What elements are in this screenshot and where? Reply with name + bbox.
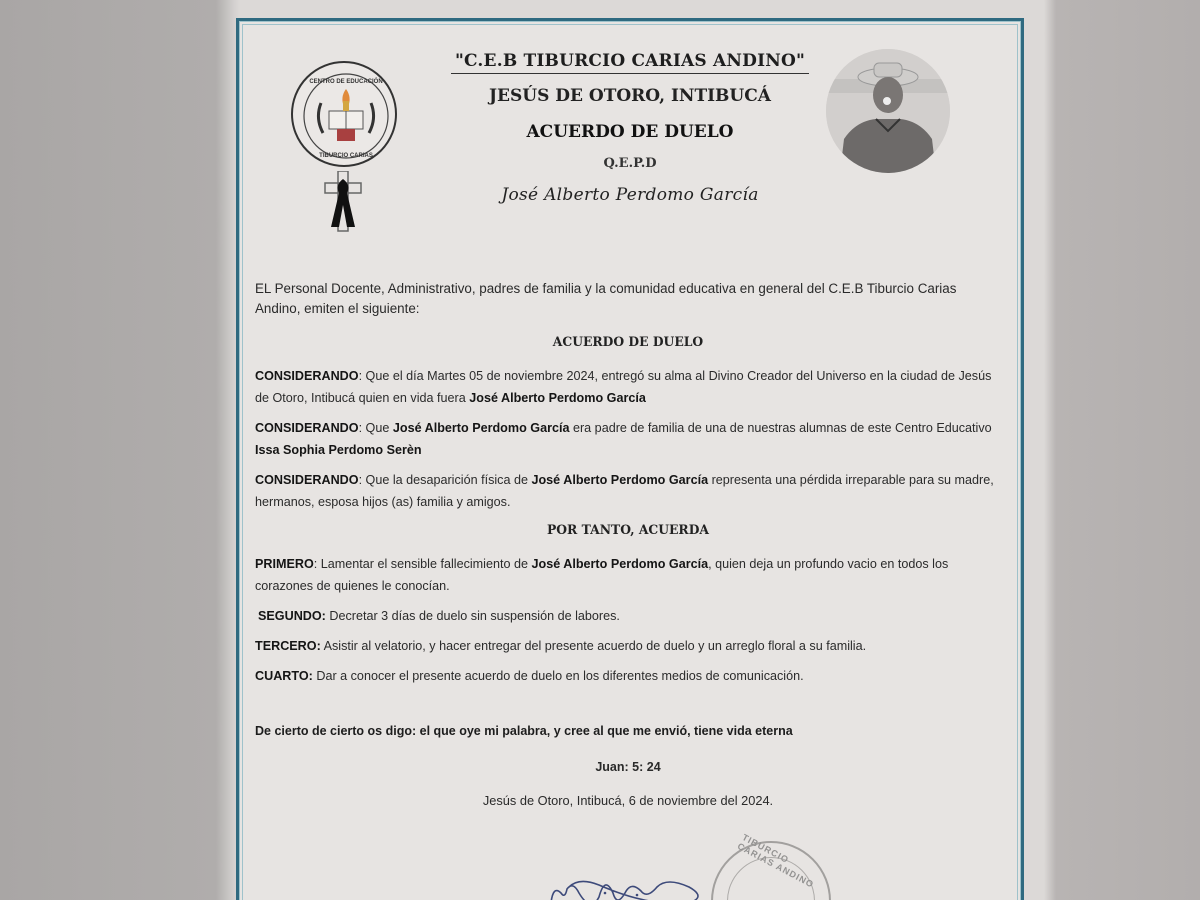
considerando-1: CONSIDERANDO: Que el día Martes 05 de noviembre 2024, entregó su alma al Divino Creador del Universo en la ciudad de Jesús de Otoro, Intibucá quien en vida fuera José Alberto Perdomo García	[255, 369, 992, 405]
deceased-name: José Alberto Perdomo García	[531, 557, 709, 571]
stamp-text: TIBURCIO CARIAS ANDINO	[735, 832, 816, 890]
considerando-3: CONSIDERANDO: Que la desaparición física de José Alberto Perdomo García representa una pérdida irreparable para su madre, hermanos, esposa hijos (as) familia y amigos.	[255, 473, 994, 509]
resolution-label: PRIMERO	[255, 557, 314, 571]
place-date: Jesús de Otoro, Intibucá, 6 de noviembre del 2024.	[482, 793, 774, 808]
considerando-2: CONSIDERANDO: Que José Alberto Perdomo García era padre de familia de una de nuestras alumnas de este Centro Educativo Issa Sophia Perdomo Serèn	[255, 421, 992, 457]
student-name: Issa Sophia Perdomo Serèn	[255, 443, 422, 457]
school-name: "C.E.B TIBURCIO CARIAS ANDINO"	[451, 51, 809, 74]
official-stamp	[711, 832, 831, 900]
qepd-label: Q.E.P.D	[603, 156, 657, 171]
document-header	[239, 51, 1021, 205]
resolution-cuarto: CUARTO: Dar a conocer el presente acuerdo de duelo en los diferentes medios de comunicación.	[255, 669, 804, 683]
bible-verse: De cierto de cierto os digo: el que oye mi palabra, y cree al que me envió, tiene vida eterna	[255, 724, 793, 738]
resolution-tercero: TERCERO: Asistir al velatorio, y hacer entregar del presente acuerdo de duelo y un arreglo floral a su familia.	[255, 639, 867, 653]
deceased-name-script: José Alberto Perdomo García	[501, 185, 759, 205]
document-page	[236, 18, 1024, 900]
resolution-segundo: SEGUNDO: Decretar 3 días de duelo sin suspensión de labores.	[258, 609, 620, 623]
document-title: ACUERDO DE DUELO	[526, 122, 734, 142]
considerando-label: CONSIDERANDO	[255, 421, 359, 435]
resolution-label: TERCERO:	[255, 639, 321, 653]
deceased-name: José Alberto Perdomo García	[392, 421, 570, 435]
deceased-name: José Alberto Perdomo García	[531, 473, 709, 487]
section-title: ACUERDO DE DUELO	[552, 335, 704, 350]
resolution-label: SEGUNDO:	[258, 609, 326, 623]
considerando-label: CONSIDERANDO	[255, 473, 359, 487]
location-heading: JESÚS DE OTORO, INTIBUCÁ	[489, 86, 771, 106]
document-body	[255, 279, 1001, 811]
resolution-label: CUARTO:	[255, 669, 313, 683]
resolution-title: POR TANTO, ACUERDA	[547, 523, 709, 538]
considerando-label: CONSIDERANDO	[255, 369, 359, 383]
deceased-name: José Alberto Perdomo García	[469, 391, 646, 405]
signature-icon	[539, 863, 729, 900]
resolution-primero: PRIMERO: Lamentar el sensible fallecimiento de José Alberto Perdomo García, quien deja un profundo vacio en todos los corazones de quienes le conocían.	[255, 557, 949, 593]
svg-text:TIBURCIO CARIAS: TIBURCIO CARIAS	[319, 153, 373, 159]
svg-text:CENTRO DE EDUCACIÓN: CENTRO DE EDUCACIÓN	[309, 79, 383, 85]
intro-paragraph: EL Personal Docente, Administrativo, padres de familia y la comunidad educativa en general del C.E.B Tiburcio Carias Andino, emiten el siguiente:	[255, 281, 957, 316]
verse-reference: Juan: 5: 24	[595, 760, 661, 774]
